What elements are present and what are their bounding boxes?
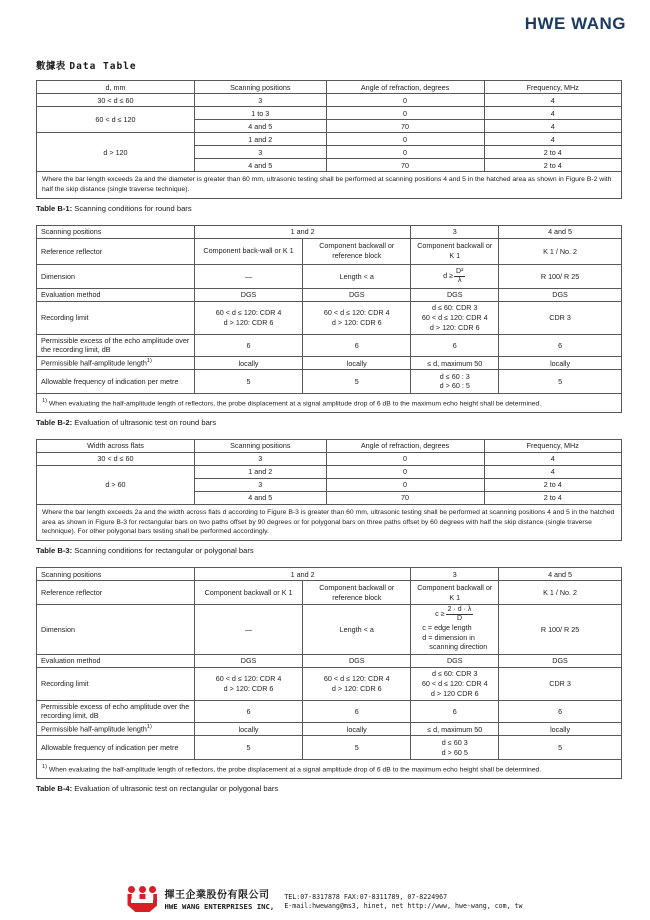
b4-recording-limit-label: Recording limit bbox=[37, 667, 195, 700]
b2-half-amplitude-label-text: Permissible half-amplitude length bbox=[41, 358, 147, 368]
footer-inner bbox=[127, 886, 522, 912]
table-row-header bbox=[37, 81, 622, 94]
b2-dimension-c3-fraction bbox=[454, 268, 465, 284]
b4-dimension-c3-definitions bbox=[422, 623, 487, 652]
b3-angle-0-0: 0 bbox=[326, 452, 484, 465]
b3-pos-1-2: 4 and 5 bbox=[194, 491, 326, 504]
table-note-row bbox=[37, 393, 622, 412]
caption-b1 bbox=[36, 204, 622, 213]
b4-footnote-text: When evaluating the half-amplitude length of reflectors, the probe displacement at a signal amplitude drop of 6 dB to the maximum echo height shall be determined. bbox=[48, 766, 542, 773]
brand-logo-text: HWE WANG bbox=[524, 14, 626, 33]
b2-allowable-frequency-c3 bbox=[411, 370, 499, 393]
b3-freq-1-0: 4 bbox=[484, 465, 622, 478]
b4-recording-limit-c2 bbox=[303, 667, 411, 700]
b4-permissible-excess-c2: 6 bbox=[303, 700, 411, 722]
b2-dimension-c1: — bbox=[194, 264, 302, 288]
b4-dimension-c1: — bbox=[194, 604, 302, 654]
b3-pos-1-1: 3 bbox=[194, 478, 326, 491]
b2-scanning-position-1: 3 bbox=[411, 225, 499, 238]
b4-allowable-frequency-c2: 5 bbox=[303, 736, 411, 759]
b4-evaluation-method-c4: DGS bbox=[499, 654, 622, 667]
document-body bbox=[36, 58, 622, 805]
table-row bbox=[37, 722, 622, 735]
footer-email-web: E-mail:hwewang@ms3, hinet, net http://www, hwe-wang, com, tw bbox=[284, 902, 523, 911]
b3-freq-1-2: 2 to 4 bbox=[484, 491, 622, 504]
b1-header-1: Scanning positions bbox=[194, 81, 326, 94]
b2-allowable-frequency-c3-line1: d > 60 : 5 bbox=[439, 381, 470, 391]
b4-reference-reflector-label: Reference reflector bbox=[37, 581, 195, 604]
b2-reference-reflector-c1: Component back-wall or K 1 bbox=[194, 238, 302, 264]
b2-recording-limit-c4: CDR 3 bbox=[499, 301, 622, 334]
b1-header-2: Angle of refraction, degrees bbox=[326, 81, 484, 94]
b2-half-amplitude-c2: locally bbox=[303, 356, 411, 369]
b3-header-2: Angle of refraction, degrees bbox=[326, 439, 484, 452]
table-row bbox=[37, 133, 622, 146]
table-row bbox=[37, 238, 622, 264]
page-footer bbox=[0, 886, 650, 912]
b2-recording-limit-c1 bbox=[194, 301, 302, 334]
b2-footnote-text: When evaluating the half-amplitude length of reflectors, the probe displacement at a signal amplitude drop of 6 dB to the maximum echo height shall be determined. bbox=[48, 399, 542, 407]
caption-b4-text: Evaluation of ultrasonic test on rectangular or polygonal bars bbox=[74, 783, 279, 793]
b2-evaluation-method-c3: DGS bbox=[411, 288, 499, 301]
b4-permissible-excess-c1: 6 bbox=[194, 700, 302, 722]
b4-half-amplitude-c3: ≤ d, maximum 50 bbox=[411, 722, 499, 735]
table-row bbox=[37, 465, 622, 478]
b2-dimension-c4: R 100/ R 25 bbox=[499, 264, 622, 288]
b2-allowable-frequency-c4: 5 bbox=[499, 370, 622, 393]
crown-logo-icon bbox=[127, 886, 157, 912]
b2-dimension-c3-prefix: d ≥ bbox=[443, 271, 454, 281]
table-row bbox=[37, 736, 622, 759]
crown-bar-icon bbox=[131, 899, 153, 903]
table-note-row bbox=[37, 759, 622, 778]
crown-body-icon bbox=[127, 894, 157, 912]
b1-pos-2-0: 1 and 2 bbox=[194, 133, 326, 146]
b4-half-amplitude-label-text: Permissible half-amplitude length bbox=[41, 724, 147, 734]
table-row bbox=[37, 301, 622, 334]
b4-reference-reflector-c4: K 1 / No. 2 bbox=[499, 581, 622, 604]
b1-angle-1-1: 70 bbox=[326, 120, 484, 133]
b2-recording-limit-c2 bbox=[303, 301, 411, 334]
b2-reference-reflector-c2: Component backwall or reference block bbox=[303, 238, 411, 264]
b4-recording-limit-c1-line1: d > 120: CDR 6 bbox=[223, 683, 274, 693]
b1-freq-2-1: 2 to 4 bbox=[484, 146, 622, 159]
b2-recording-limit-c1-line0: 60 < d ≤ 120: CDR 4 bbox=[215, 308, 282, 318]
table-note-row bbox=[37, 504, 622, 541]
b1-angle-0-0: 0 bbox=[326, 94, 484, 107]
b4-evaluation-method-c2: DGS bbox=[303, 654, 411, 667]
b4-evaluation-method-c3: DGS bbox=[411, 654, 499, 667]
table-row bbox=[37, 452, 622, 465]
b2-permissible-excess-c2: 6 bbox=[303, 334, 411, 356]
b4-evaluation-method-label: Evaluation method bbox=[37, 654, 195, 667]
b4-dimension-c3 bbox=[411, 604, 499, 654]
table-row bbox=[37, 604, 622, 654]
b4-dimension-def-d-cont: scanning direction bbox=[429, 642, 488, 652]
b4-allowable-frequency-label: Allowable frequency of indication per metre bbox=[37, 736, 195, 759]
b2-half-amplitude-c3: ≤ d, maximum 50 bbox=[411, 356, 499, 369]
b2-footnote-marker: 1) bbox=[42, 397, 47, 404]
b1-angle-2-2: 70 bbox=[326, 159, 484, 172]
crown-dot-center-icon bbox=[139, 886, 146, 893]
b4-reference-reflector-c3: Component backwall or K 1 bbox=[411, 581, 499, 604]
b4-half-amplitude-label bbox=[37, 722, 195, 735]
footer-contact bbox=[284, 893, 522, 912]
table-row bbox=[37, 107, 622, 120]
table-b3 bbox=[36, 439, 622, 542]
caption-b1-id: Table B-1: bbox=[36, 203, 73, 213]
b3-angle-1-1: 0 bbox=[326, 478, 484, 491]
b1-range-1: 60 < d ≤ 120 bbox=[37, 107, 195, 133]
table-row bbox=[37, 334, 622, 356]
b2-dimension-label: Dimension bbox=[37, 264, 195, 288]
page-title bbox=[36, 58, 622, 72]
b2-reference-reflector-c3: Component backwall or K 1 bbox=[411, 238, 499, 264]
b4-scanning-position-2: 4 and 5 bbox=[499, 568, 622, 581]
caption-b2 bbox=[36, 418, 622, 427]
b2-recording-limit-c2-line0: 60 < d ≤ 120: CDR 4 bbox=[323, 308, 390, 318]
b3-angle-1-2: 70 bbox=[326, 491, 484, 504]
b2-permissible-excess-c3: 6 bbox=[411, 334, 499, 356]
table-note-row bbox=[37, 172, 622, 199]
b1-freq-1-0: 4 bbox=[484, 107, 622, 120]
b4-dimension-c3-prefix: c ≥ bbox=[435, 609, 445, 619]
table-row bbox=[37, 700, 622, 722]
b2-evaluation-method-c4: DGS bbox=[499, 288, 622, 301]
b4-dimension-def-d: d = dimension in bbox=[422, 632, 475, 642]
b2-recording-limit-c1-line1: d > 120: CDR 6 bbox=[223, 317, 274, 327]
page-title-en: Data Table bbox=[69, 61, 137, 72]
b3-range-1: d > 60 bbox=[37, 465, 195, 504]
b4-recording-limit-c3 bbox=[411, 667, 499, 700]
b4-dimension-c3-numerator: 2 · d · λ bbox=[447, 606, 472, 614]
b1-header-0: d, mm bbox=[37, 81, 195, 94]
b2-allowable-frequency-c1: 5 bbox=[194, 370, 302, 393]
b2-evaluation-method-c2: DGS bbox=[303, 288, 411, 301]
b1-range-0: 30 < d ≤ 60 bbox=[37, 94, 195, 107]
b4-half-amplitude-c4: locally bbox=[499, 722, 622, 735]
b2-recording-limit-c3-line1: 60 < d ≤ 120: CDR 4 bbox=[421, 312, 488, 322]
b2-dimension-c3 bbox=[411, 264, 499, 288]
b2-allowable-frequency-c3-line0: d ≤ 60 : 3 bbox=[439, 371, 470, 381]
table-b4 bbox=[36, 567, 622, 779]
b4-dimension-c4: R 100/ R 25 bbox=[499, 604, 622, 654]
b3-note: Where the bar length exceeds 2a and the width across flats d according to Figure B-3 is greater than 60 mm, ultrasonic testing shall be performed at scanning positions 4 and 5 in the hatched area as shown in Figure B-3 for rectangular bars on two paths offset by 90 degrees or for polygonal bars on three paths offset by 60 degrees with half the skip distance (single traverse technique). For other polygonal bars testing shall be performed accordingly. bbox=[37, 504, 622, 541]
caption-b2-text: Evaluation of ultrasonic test on round bars bbox=[74, 417, 217, 427]
b4-half-amplitude-c1: locally bbox=[194, 722, 302, 735]
b4-dimension-c2: Length < a bbox=[303, 604, 411, 654]
b4-allowable-frequency-c3-line0: d ≤ 60 3 bbox=[441, 737, 468, 747]
b3-header-0: Width across flats bbox=[37, 439, 195, 452]
b4-permissible-excess-label: Permissible excess of echo amplitude over the recording limit, dB bbox=[37, 700, 195, 722]
b3-range-0: 30 < d ≤ 60 bbox=[37, 452, 195, 465]
b4-allowable-frequency-c4: 5 bbox=[499, 736, 622, 759]
page-title-cn: 數據表 bbox=[36, 61, 66, 72]
b1-angle-2-0: 0 bbox=[326, 133, 484, 146]
b2-reference-reflector-label: Reference reflector bbox=[37, 238, 195, 264]
footer-tel-fax: TEL:07-8317878 FAX:07-8311789, 07-8224967 bbox=[284, 892, 448, 901]
b4-half-amplitude-footnote-marker: 1) bbox=[146, 724, 152, 731]
b4-half-amplitude-c2: locally bbox=[303, 722, 411, 735]
b4-recording-limit-c1-line0: 60 < d ≤ 120: CDR 4 bbox=[215, 674, 282, 684]
b4-recording-limit-c3-line1: 60 < d ≤ 120: CDR 4 bbox=[421, 678, 488, 688]
b1-angle-1-0: 0 bbox=[326, 107, 484, 120]
b1-pos-1-1: 4 and 5 bbox=[194, 120, 326, 133]
b2-reference-reflector-c4: K 1 / No. 2 bbox=[499, 238, 622, 264]
b4-dimension-c3-denominator: D bbox=[446, 614, 474, 622]
b1-pos-0-0: 3 bbox=[194, 94, 326, 107]
b1-header-3: Frequency, MHz bbox=[484, 81, 622, 94]
caption-b4-id: Table B-4: bbox=[36, 783, 73, 793]
footer-company-en: HWE WANG ENTERPRISES INC, bbox=[164, 902, 275, 912]
b2-scanning-position-0: 1 and 2 bbox=[194, 225, 410, 238]
b2-evaluation-method-c1: DGS bbox=[194, 288, 302, 301]
table-row bbox=[37, 288, 622, 301]
b4-evaluation-method-c1: DGS bbox=[194, 654, 302, 667]
b1-freq-2-0: 4 bbox=[484, 133, 622, 146]
b3-header-1: Scanning positions bbox=[194, 439, 326, 452]
b4-permissible-excess-c3: 6 bbox=[411, 700, 499, 722]
b1-freq-1-1: 4 bbox=[484, 120, 622, 133]
b2-recording-limit-label: Recording limit bbox=[37, 301, 195, 334]
caption-b4 bbox=[36, 784, 622, 793]
b4-scanning-position-1: 3 bbox=[411, 568, 499, 581]
b4-footnote-marker: 1) bbox=[42, 763, 47, 770]
b2-scanning-positions-label: Scanning positions bbox=[37, 225, 195, 238]
b2-recording-limit-c3 bbox=[411, 301, 499, 334]
b4-reference-reflector-c1: Component backwall or K 1 bbox=[194, 581, 302, 604]
table-row bbox=[37, 94, 622, 107]
table-row bbox=[37, 356, 622, 369]
table-row bbox=[37, 581, 622, 604]
b1-pos-1-0: 1 to 3 bbox=[194, 107, 326, 120]
b2-dimension-c3-numerator: D² bbox=[456, 268, 464, 276]
table-row-header bbox=[37, 568, 622, 581]
b2-dimension-c2: Length < a bbox=[303, 264, 411, 288]
b2-recording-limit-c3-line0: d ≤ 60: CDR 3 bbox=[432, 303, 478, 313]
b2-half-amplitude-footnote-marker: 1) bbox=[146, 358, 152, 365]
b4-scanning-position-0: 1 and 2 bbox=[194, 568, 410, 581]
b1-angle-2-1: 0 bbox=[326, 146, 484, 159]
b4-recording-limit-c1 bbox=[194, 667, 302, 700]
b4-dimension-def-c: c = edge length bbox=[422, 623, 472, 633]
table-b1 bbox=[36, 80, 622, 199]
b4-permissible-excess-c4: 6 bbox=[499, 700, 622, 722]
b2-allowable-frequency-label: Allowable frequency of indication per metre bbox=[37, 370, 195, 393]
b3-freq-1-1: 2 to 4 bbox=[484, 478, 622, 491]
table-row bbox=[37, 667, 622, 700]
caption-b3-text: Scanning conditions for rectangular or polygonal bars bbox=[74, 546, 254, 556]
b2-permissible-excess-c4: 6 bbox=[499, 334, 622, 356]
table-b2 bbox=[36, 225, 622, 413]
b4-recording-limit-c3-line0: d ≤ 60: CDR 3 bbox=[432, 669, 478, 679]
b1-range-2: d > 120 bbox=[37, 133, 195, 172]
b4-footnote bbox=[37, 759, 622, 778]
footer-text bbox=[164, 889, 522, 912]
b4-dimension-c3-fraction bbox=[446, 606, 474, 622]
table-row bbox=[37, 654, 622, 667]
b2-half-amplitude-c4: locally bbox=[499, 356, 622, 369]
b2-scanning-position-2: 4 and 5 bbox=[499, 225, 622, 238]
b4-recording-limit-c2-line1: d > 120: CDR 6 bbox=[331, 683, 382, 693]
b4-reference-reflector-c2: Component backwall or reference block bbox=[303, 581, 411, 604]
b1-pos-2-2: 4 and 5 bbox=[194, 159, 326, 172]
b2-evaluation-method-label: Evaluation method bbox=[37, 288, 195, 301]
b2-half-amplitude-c1: locally bbox=[194, 356, 302, 369]
caption-b3-id: Table B-3: bbox=[36, 546, 73, 556]
crown-dot-right-icon bbox=[149, 886, 156, 893]
caption-b1-text: Scanning conditions for round bars bbox=[74, 203, 192, 213]
b4-allowable-frequency-c3 bbox=[411, 736, 499, 759]
b3-pos-1-0: 1 and 2 bbox=[194, 465, 326, 478]
crown-dot-left-icon bbox=[128, 886, 135, 893]
b2-recording-limit-c3-line2: d > 120: CDR 6 bbox=[429, 322, 480, 332]
table-row-header bbox=[37, 439, 622, 452]
b2-half-amplitude-label bbox=[37, 356, 195, 369]
caption-b2-id: Table B-2: bbox=[36, 417, 73, 427]
b3-pos-0-0: 3 bbox=[194, 452, 326, 465]
b2-permissible-excess-c1: 6 bbox=[194, 334, 302, 356]
b4-allowable-frequency-c1: 5 bbox=[194, 736, 302, 759]
b1-note: Where the bar length exceeds 2a and the diameter is greater than 60 mm, ultrasonic testing shall be performed at scanning positions 4 and 5 in the hatched area as shown in Figure B-2 with half the skip distance (single traverse technique). bbox=[37, 172, 622, 199]
b2-recording-limit-c2-line1: d > 120: CDR 6 bbox=[331, 317, 382, 327]
caption-b3 bbox=[36, 546, 622, 555]
table-row bbox=[37, 370, 622, 393]
table-row bbox=[37, 264, 622, 288]
b3-header-3: Frequency, MHz bbox=[484, 439, 622, 452]
b2-allowable-frequency-c2: 5 bbox=[303, 370, 411, 393]
table-row-header bbox=[37, 225, 622, 238]
footer-company bbox=[164, 889, 274, 912]
b1-pos-2-1: 3 bbox=[194, 146, 326, 159]
b4-recording-limit-c2-line0: 60 < d ≤ 120: CDR 4 bbox=[323, 674, 390, 684]
b2-footnote bbox=[37, 393, 622, 412]
b2-permissible-excess-label: Permissible excess of the echo amplitude over the recording limit, dB bbox=[37, 334, 195, 356]
b1-freq-2-2: 2 to 4 bbox=[484, 159, 622, 172]
b1-freq-0-0: 4 bbox=[484, 94, 622, 107]
b2-dimension-c3-denominator: λ bbox=[454, 276, 465, 284]
b4-scanning-positions-label: Scanning positions bbox=[37, 568, 195, 581]
b4-dimension-label: Dimension bbox=[37, 604, 195, 654]
footer-company-cn: 揮王企業股份有限公司 bbox=[164, 889, 270, 901]
b3-freq-0-0: 4 bbox=[484, 452, 622, 465]
b4-recording-limit-c3-line2: d > 120 CDR 6 bbox=[430, 688, 479, 698]
b3-angle-1-0: 0 bbox=[326, 465, 484, 478]
b4-recording-limit-c4: CDR 3 bbox=[499, 667, 622, 700]
b4-allowable-frequency-c3-line1: d > 60 5 bbox=[441, 747, 468, 757]
